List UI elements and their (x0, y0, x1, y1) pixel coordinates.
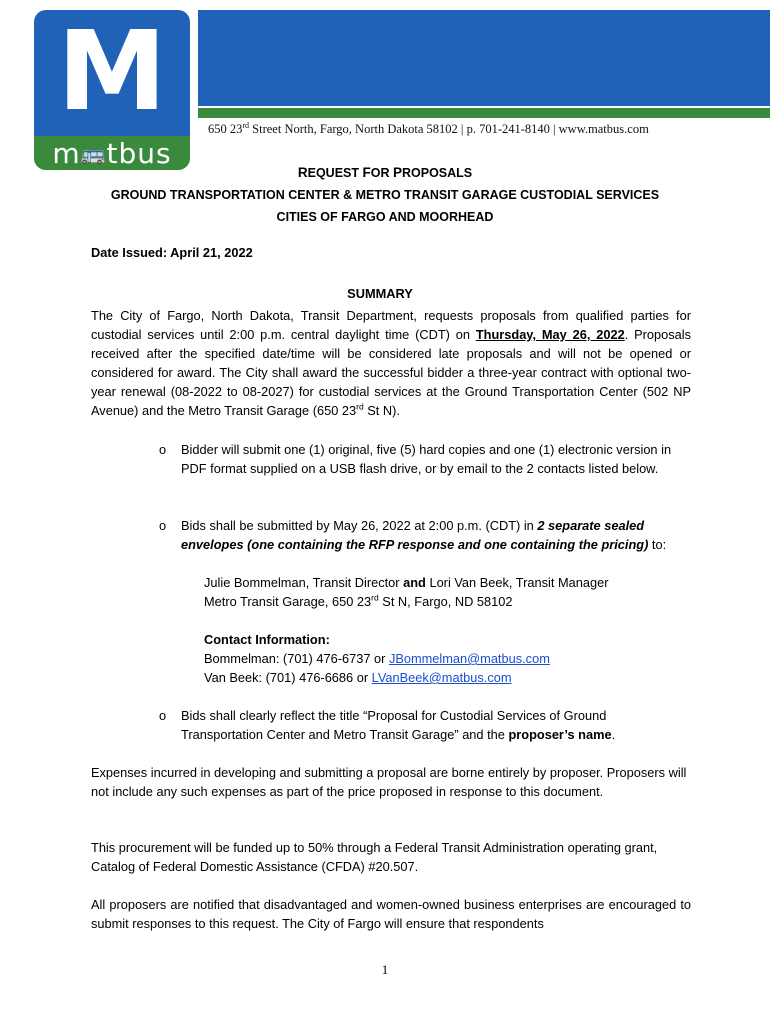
dbe-paragraph: All proposers are notified that disadvantaged and women-owned business enterprises are encouraged to submit responses to this request. The City of Fargo will ensure that respondents (91, 897, 691, 931)
title-line-3: CITIES OF FARGO AND MOORHEAD (276, 210, 494, 224)
contact-information: Contact Information: Bommelman: (701) 476-6737 or JBommelman@matbus.com Van Beek: (701) 476-6686 or LVanBeek@matbus.com (204, 630, 674, 687)
bullet-marker: o (159, 518, 167, 533)
bullet-marker: o (159, 708, 167, 723)
date-issued: Date Issued: April 21, 2022 (91, 245, 253, 260)
title-line-2: GROUND TRANSPORTATION CENTER & METRO TRANSIT GARAGE CUSTODIAL SERVICES (110, 188, 660, 202)
bullet-marker: o (159, 442, 167, 457)
header-band-green (198, 108, 770, 118)
document-title (60, 162, 710, 228)
header-band-blue (198, 10, 770, 106)
title-line-1: REQUEST FOR PROPOSALS (297, 165, 473, 180)
document-page: M m🚌tbus 650 23rd Street North, Fargo, North Dakota 58102 | p. 701-241-8140 | www.matbus.com REQUEST FOR PROPOSALS GROUND TRANSPORTATION CENTER & METRO TRANSIT GARAGE CUSTODIAL SERVICES CITIES OF FARGO AND MOORHEAD Date Issued: April 21, 2022 SUMMARY The City of Fargo, North Dakota, Transit Department, requests proposals from qualified parties for custodial services until 2:00 p.m. central daylight time (CDT) on Thursday, May 26, 2022. Proposals received after the specified date/time will be considered late proposals and will not be opened or considered for award. The City shall award the successful bidder a three-year contract with optional two-year renewal (08-2022 to 08-2027) for custodial services at the Ground Transportation Center (502 NP Avenue) and the Metro Transit Garage (650 23rd St N). o Bidder will submit one (1) original, five (5) hard copies and one (1) electronic version in PDF format supplied on a USB flash drive, or by email to the 2 contacts listed below. o Bids shall be submitted by May 26, 2022 at 2:00 p.m. (CDT) in 2 separate sealed envelopes (one containing the RFP response and one containing the pricing) to: Julie Bommelman, Transit Director and Lori Van Beek, Transit Manager Metro Transit Garage, 650 23rd St N, Fargo, ND 58102 Contact Information: Bommelman: (701) 476-6737 or JBommelman@matbus.com Van Beek: (701) 476-6686 or LVanBeek@matbus.com o Bids shall clearly reflect the title “Proposal for Custodial Services of Ground Transportation Center and Metro Transit Garage” and the proposer’s name. Expenses incurred in developing and submitting a proposal are borne entirely by proposer. Proposers will not include any such expenses as part of the price proposed in response to this document. This procurement will be funded up to 50% through a Federal Transit Administration operating grant, Catalog of Federal Domestic Assistance (CFDA) #20.507. All proposers are notified that disadvantaged and women-owned business enterprises are encouraged to submit responses to this request. The City of Fargo will ensure that respondents 1 (0, 0, 770, 1024)
expenses-paragraph: Expenses incurred in developing and submitting a proposal are borne entirely by proposer. Proposers will not include any such expenses as part of the price proposed in response to this document. (91, 765, 687, 799)
logo-letter: M (57, 10, 167, 135)
letterhead-address: 650 23rd Street North, Fargo, North Dakota 58102 | p. 701-241-8140 | www.matbus.com (208, 120, 649, 136)
summary-paragraph: The City of Fargo, North Dakota, Transit Department, requests proposals from qualified parties for custodial services until 2:00 p.m. central daylight time (CDT) on Thursday, May 26, 2022. Proposals received after the specified date/time will be considered late proposals and will not be opened or considered for award. The City shall award the successful bidder a three-year contract with optional two-year renewal (08-2022 to 08-2027) for custodial services at the Ground Transportation Center (502 NP Avenue) and the Metro Transit Garage (650 23rd St N). (91, 308, 691, 418)
bus-icon: 🚌 (80, 141, 107, 165)
email-link-bommelman[interactable]: JBommelman@matbus.com (388, 651, 550, 666)
page-number: 1 (381, 962, 389, 977)
submission-address: Julie Bommelman, Transit Director and Lori Van Beek, Transit Manager Metro Transit Garage, 650 23rd St N, Fargo, ND 58102 (204, 575, 609, 609)
contact-heading: Contact Information: (204, 632, 330, 647)
matbus-logo (34, 10, 190, 170)
logo-wordmark: m🚌tbus (34, 136, 190, 170)
email-link-vanbeek[interactable]: LVanBeek@matbus.com (371, 670, 512, 685)
summary-heading: SUMMARY (347, 286, 413, 301)
deadline-date: Thursday, May 26, 2022 (475, 327, 625, 342)
funding-paragraph: This procurement will be funded up to 50% through a Federal Transit Administration operating grant, Catalog of Federal Domestic Assistance (CFDA) #20.507. (91, 840, 658, 874)
